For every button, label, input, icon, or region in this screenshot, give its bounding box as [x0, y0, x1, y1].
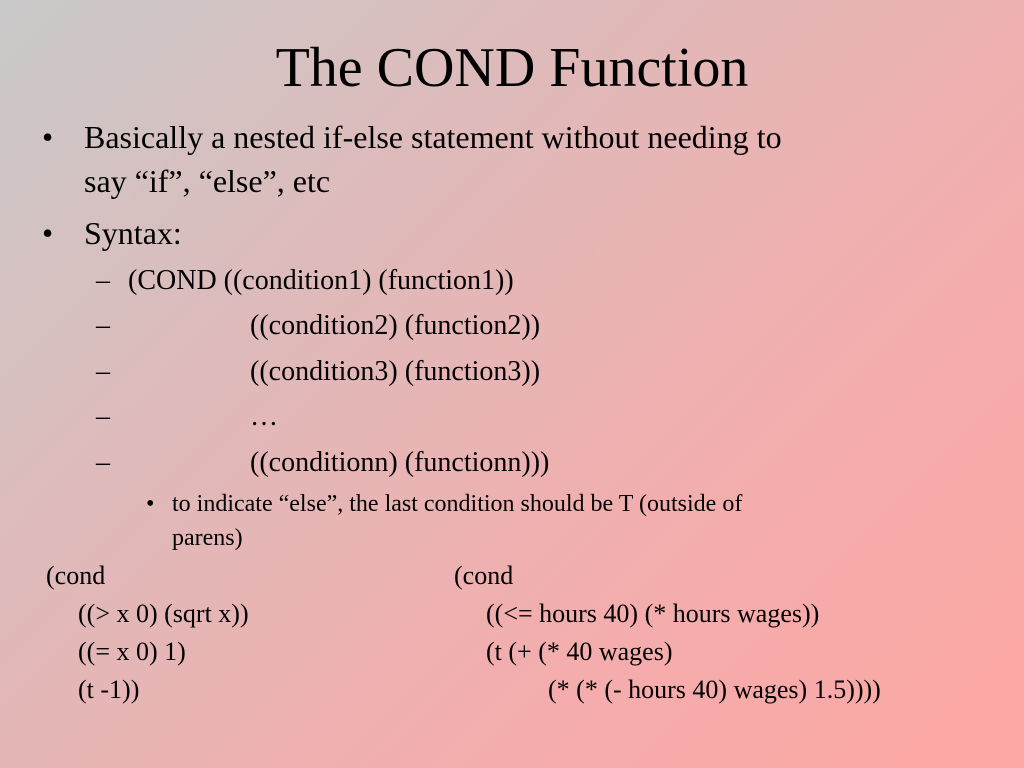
syntax-line-3: ((condition3) (function3)) [250, 356, 541, 387]
dash-marker: – [96, 310, 110, 341]
example-right-line-2: ((<= hours 40) (* hours wages)) [486, 599, 820, 628]
example-right-line-3: (t (+ (* 40 wages) [486, 637, 673, 666]
bullet-1-line-1: Basically a nested if-else statement without needing to [84, 119, 782, 155]
syntax-line-ellipsis: … [250, 401, 278, 432]
note-line-2: parens) [172, 525, 243, 551]
example-left-line-2: ((> x 0) (sqrt x)) [78, 599, 249, 628]
syntax-line-n: ((conditionn) (functionn))) [250, 447, 550, 478]
dash-marker: – [96, 401, 110, 432]
example-left-line-3: ((= x 0) 1) [78, 637, 186, 666]
bullet-marker: • [42, 119, 54, 155]
dash-marker: – [96, 265, 110, 296]
sub-bullet-marker: • [146, 491, 155, 517]
syntax-line-2: ((condition2) (function2)) [250, 310, 541, 341]
syntax-line-1: (COND ((condition1) (function1)) [128, 265, 514, 296]
slide-title: The COND Function [275, 37, 749, 99]
dash-marker: – [96, 447, 110, 478]
note-line-1: to indicate “else”, the last condition should be T (outside of [172, 491, 743, 517]
dash-marker: – [96, 356, 110, 387]
example-right-line-4: (* (* (- hours 40) wages) 1.5)))) [548, 675, 881, 704]
example-left-line-1: (cond [46, 561, 106, 590]
bullet-1-line-2: say “if”, “else”, etc [84, 163, 331, 199]
example-left-line-4: (t -1)) [78, 675, 140, 704]
bullet-2-syntax: Syntax: [84, 215, 182, 251]
bullet-marker: • [42, 215, 54, 251]
example-right-line-1: (cond [454, 561, 514, 590]
